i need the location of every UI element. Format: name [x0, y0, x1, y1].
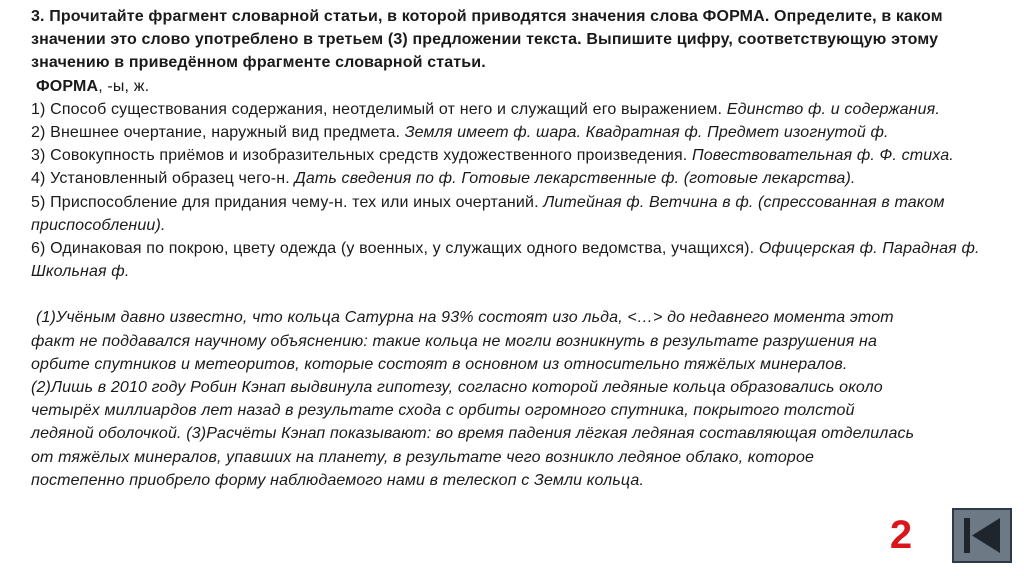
task-text: 3. Прочитайте фрагмент словарной статьи, в которой приводятся значения слова ФОРМА. Определите, в каком значении это слово употреблено в третьем (3) предложении текста. Выпишите цифру, соответствующую этому значению в приведённом фрагменте словарной статьи.: [31, 8, 943, 72]
passage-line: от тяжёлых минералов, упавших на планету, в результате чего возникло ледяное облако, которое: [31, 448, 815, 466]
passage-line: факт не поддавался научному объяснению: такие кольца не могли возникнуть в результате разрушения на: [31, 332, 878, 350]
sense-text: 5) Приспособление для придания чему-н. тех или иных очертаний.: [31, 193, 544, 211]
sense-2: [31, 121, 991, 144]
sense-1: [31, 98, 991, 121]
sense-example: Литейная ф. Ветчина в ф. (спрессованная в таком приспособлении).: [31, 193, 945, 234]
entry-headword: ФОРМА: [36, 77, 99, 95]
sense-example: Офицерская ф. Парадная ф. Школьная ф.: [31, 240, 980, 281]
sense-text: 4) Установленный образец чего-н.: [31, 170, 295, 188]
entry-grammar: , -ы, ж.: [98, 77, 150, 95]
sense-text: 1) Способ существования содержания, неотделимый от него и служащий его выражением.: [31, 100, 727, 118]
sense-example: Земля имеет ф. шара. Квадратная ф. Предмет изогнутой ф.: [404, 124, 889, 142]
text-passage: [31, 306, 991, 492]
sense-4: [31, 167, 991, 190]
back-button[interactable]: [952, 508, 1012, 563]
sense-5: [31, 191, 991, 237]
passage-line: (2)Лишь в 2010 году Робин Кэнап выдвинула гипотезу, согласно которой ледяные кольца образовались около: [31, 379, 883, 397]
spacer: [31, 283, 991, 306]
slide-content: [31, 5, 991, 492]
passage-line: ледяной оболочкой. (3)Расчёты Кэнап показывают: во время падения лёгкая ледяная составляющая отделилась: [31, 425, 915, 443]
passage-line: четырёх миллиардов лет назад в результате схода с орбиты огромного спутника, покрытого толстой: [31, 402, 855, 420]
sense-text: 2) Внешнее очертание, наружный вид предмета.: [31, 124, 405, 142]
skip-back-icon: [954, 510, 1010, 561]
sense-text: 6) Одинаковая по покрою, цвету одежда (у военных, у служащих одного ведомства, учащихся).: [31, 240, 759, 258]
sense-example: Дать сведения по ф. Готовые лекарственные ф. (готовые лекарства).: [294, 170, 856, 188]
sense-6: [31, 237, 991, 283]
sense-3: [31, 144, 991, 167]
entry-head: [31, 75, 991, 98]
sense-text: 3) Совокупность приёмов и изобразительных средств художественного произведения.: [31, 147, 692, 165]
page-number: 2: [889, 513, 913, 557]
passage-line: орбите спутников и метеоритов, которые состоят в основном из относительно тяжёлых минералов.: [31, 355, 848, 373]
sense-example: Повествовательная ф. Ф. стиха.: [691, 147, 954, 165]
passage-line: постепенно приобрело форму наблюдаемого нами в телескоп с Земли кольца.: [31, 471, 645, 489]
passage-line: (1)Учёным давно известно, что кольца Сатурна на 93% состоят изо льда, <…> до недавнего момента этот: [36, 309, 894, 327]
sense-example: Единство ф. и содержания.: [726, 100, 940, 118]
